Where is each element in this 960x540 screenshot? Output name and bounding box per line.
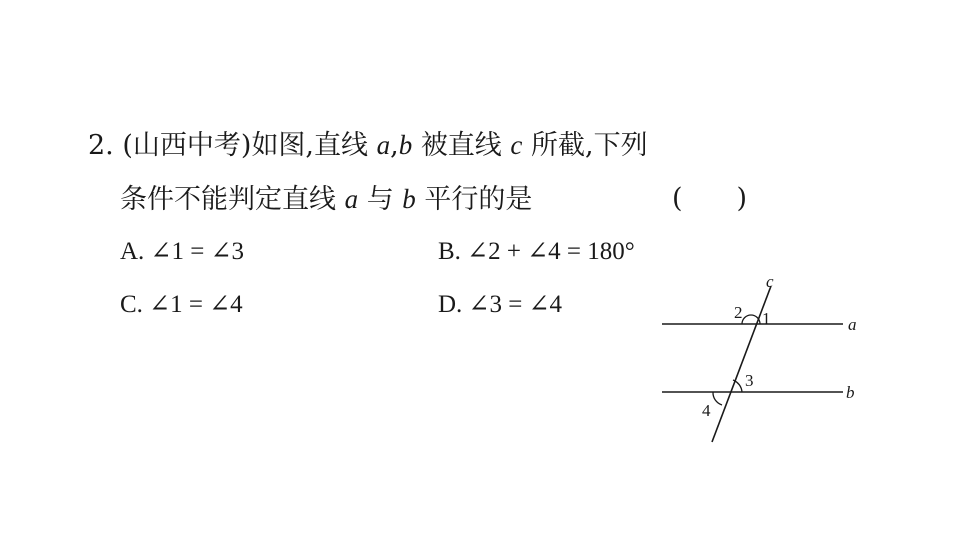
label-a: a: [848, 315, 857, 334]
option-b[interactable]: B. ∠2 + ∠4 = 180°: [438, 238, 635, 265]
var-a: a: [376, 130, 391, 160]
angle-label-3: 3: [745, 371, 754, 390]
option-c[interactable]: C. ∠1 = ∠4: [120, 291, 243, 318]
option-d[interactable]: D. ∠3 = ∠4: [438, 291, 563, 318]
option-a[interactable]: A. ∠1 = ∠3: [120, 238, 245, 265]
question-text: 平行的是: [424, 184, 533, 215]
comma: ,: [390, 130, 399, 161]
angle-label-4: 4: [702, 401, 711, 420]
question-number: 2.: [88, 130, 114, 161]
answer-blank: ( ): [672, 183, 748, 214]
var-c: c: [510, 130, 523, 160]
question-text: 所截,下列: [530, 130, 648, 161]
question-source: (山西中考): [122, 130, 252, 161]
var-b: b: [402, 184, 416, 214]
angle-arc-4: [713, 392, 722, 405]
question-text: 被直线: [420, 130, 502, 161]
question-text: 与: [366, 184, 394, 215]
question-text: 条件不能判定直线: [120, 184, 336, 215]
question-text: 如图,直线: [251, 130, 369, 161]
var-a: a: [344, 184, 359, 214]
var-b: b: [398, 130, 413, 160]
angle-label-1: 1: [762, 309, 771, 328]
label-c: c: [766, 272, 774, 291]
angle-label-2: 2: [734, 303, 743, 322]
label-b: b: [846, 383, 855, 402]
